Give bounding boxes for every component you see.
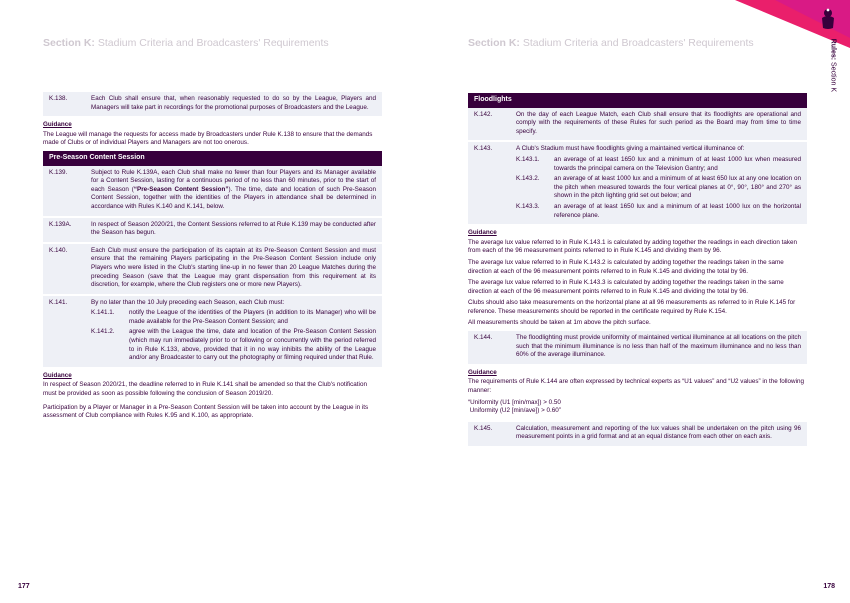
rule-k143-2: K.143.2. an average of at least 1000 lux and a minimum of at least 650 lux at any one location on the pitch when measured towards the four vertical planes at 0°, 90°, 180° and 270° as shown in the pitch lighting grid set out below; and bbox=[516, 175, 801, 200]
guidance-text: In respect of Season 2020/21, the deadline referred to in Rule K.141 shall be amended so that the Club's notification must be provided as soon as possible following the conclusion of Season 2019/20. bbox=[43, 381, 367, 398]
guidance-text: The average lux value referred to in Rule K.143.1 is calculated by adding together the readings in each direction taken from each of the 96 measurement points referred to in Rule K.145 and dividing them by 96. bbox=[468, 238, 798, 255]
premier-league-lion-logo bbox=[818, 8, 838, 30]
guidance-text: The requirements of Rule K.144 are often expressed by technical experts as “U1 values” and “U2 values” in the following manner: bbox=[468, 378, 805, 395]
section-title-floodlights: Floodlights bbox=[468, 93, 807, 108]
rule-k143-3: K.143.3. an average of at least 1650 lux and a minimum of at least 1000 lux on the horizontal reference plane. bbox=[516, 202, 801, 219]
guidance-text: The League will manage the requests for access made by Broadcasters under Rule K.138 to ensure that the demands made of Clubs or of individual Players and Managers are not too onerous. bbox=[43, 130, 373, 147]
right-content bbox=[468, 93, 807, 448]
right-page bbox=[425, 0, 850, 603]
page-number: 177 bbox=[18, 583, 30, 590]
page-header: Section K: Stadium Criteria and Broadcasters' Requirements bbox=[43, 37, 329, 49]
rule-k139a: K.139A. In respect of Season 2020/21, the Content Sessions referred to at Rule K.139 may be conducted after the Season has begun. bbox=[43, 218, 382, 242]
rule-k141-2: K.141.2. agree with the League the time, date and location of the Pre-Season Content Session (which may run immediately prior to or following or concurrently with the period referred to in Rule K.133, above, provided that it in no way inhibits the ability of the League and/or any Broadcaster to carry out the photography or filming required under that Rule. bbox=[91, 328, 376, 362]
page-number: 178 bbox=[823, 583, 835, 590]
rule-k140: K.140. Each Club must ensure the participation of its captain at its Pre-Season Content Session and must ensure that the remaining Players participating in the Pre-Season Content Session include only Players who were listed in the Club's starting line-up in no fewer than 20 League Matches during the preceding Season (save that the League may grant dispensation from this requirement at its discretion, for example, where the Club registers one or more new Players). bbox=[43, 244, 382, 294]
rule-k145: K.145. Calculation, measurement and reporting of the lux values shall be undertaken on the pitch using 96 measurement points in a grid format and at an equal distance from each other on each axis. bbox=[468, 422, 807, 446]
left-content bbox=[43, 92, 382, 424]
corner-accent-inner bbox=[775, 0, 850, 38]
guidance-heading: Guidance bbox=[468, 229, 497, 237]
rule-k141: K.141. By no later than the 10 July preceding each Season, each Club must: K.141.1. notify the League of the identities of the Players (in addition to its Manager) who will be made available for the Pre-Season Content Session; and K.141.2. agree with the League the time, date and location of the Pre-Season Content Session (which may run immediately prior to or following or concurrently with the period referred to in Rule K.133, above, provided that it in no way inhibits the ability of the League and/or any Broadcaster to carry out the photography or filming required under that Rule. bbox=[43, 296, 382, 367]
guidance-text: The average lux value referred to in Rule K.143.3 is calculated by adding together the readings taken in the same direction at each of the 96 measurement points referred to in Rule K.145 and dividing the total by 96. bbox=[468, 279, 784, 295]
guidance-text: The average lux value referred to in Rule K.143.2 is calculated by adding together the readings taken in the same direction at each of the 96 measurement points referred to in Rule K.145 and dividing the total by 96. bbox=[468, 258, 784, 275]
guidance-heading: Guidance bbox=[468, 368, 497, 376]
section-side-tab: Rules: Section K bbox=[829, 38, 836, 92]
rule-k138: K.138. Each Club shall ensure that, when reasonably requested to do so by the League, Players and Managers will take part in recordings for the promotional purposes of Broadcasters and the League. bbox=[43, 92, 382, 116]
uniformity-line-2: Uniformity (U2 [min/ave]) > 0.60” bbox=[468, 407, 561, 415]
rule-k142: K.142. On the day of each League Match, each Club shall ensure that its floodlights are operational and comply with the requirements of these Rules for such period as the Board may from time to time specify. bbox=[468, 108, 807, 141]
section-title-pre-season: Pre-Season Content Session bbox=[43, 151, 382, 166]
rule-k143-1: K.143.1. an average of at least 1650 lux and a minimum of at least 1000 lux when measured towards the principal camera on the Television Gantry; and bbox=[516, 155, 801, 172]
guidance-text: All measurements should be taken at 1m above the pitch surface. bbox=[468, 319, 651, 327]
guidance-text: Clubs should also take measurements on the horizontal plane at all 96 measurements as referred to in Rule K.145 for reference. These measurements should be reported in the certificate required by Rule K.154. bbox=[468, 299, 796, 315]
rule-k141-1: K.141.1. notify the League of the identities of the Players (in addition to its Manager) who will be made available for the Pre-Season Content Session; and bbox=[91, 309, 376, 325]
page-header: Section K: Stadium Criteria and Broadcasters' Requirements bbox=[468, 37, 754, 49]
uniformity-line-1: “Uniformity (U1 [min/max]) > 0.50 bbox=[468, 398, 561, 406]
rule-k144: K.144. The floodlighting must provide uniformity of maintained vertical illuminance at all locations on the pitch such that the minimum illuminance is no less than half of the maximum illuminance and no less than 60% of the average illuminance. bbox=[468, 331, 807, 364]
rule-k139: K.139. Subject to Rule K.139A, each Club shall make no fewer than four Players and its Manager available for a Content Session, lasting for a continuous period of no less than 60 minutes, prior to the start of each Season (“Pre-Season Content Session”). The time, date and location of such Pre-Season Content Session, together with the identities of the Players in attendance shall be determined in accordance with Rules K.140 and K.141, below. bbox=[43, 166, 382, 216]
guidance-heading: Guidance bbox=[43, 371, 72, 379]
guidance-heading: Guidance bbox=[43, 121, 72, 129]
guidance-text: Participation by a Player or Manager in a Pre-Season Content Session will be taken into account by the League in its assessment of Club compliance with Rules K.95 and K.100, as appropriate. bbox=[43, 403, 369, 420]
rule-k143: K.143. A Club's Stadium must have floodlights giving a maintained vertical illuminance of: K.143.1. an average of at least 1650 lux and a minimum of at least 1000 lux when measured towards the principal camera on the Television Gantry; and K.143.2. an average of at least 1000 lux and a minimum of at least 650 lux at any one location on the pitch when measured towards the four vertical planes at 0°, 90°, 180° and 270° as shown in the pitch lighting grid set out below; and K.143.3. an average of at least 1650 lux and a minimum of at least 1000 lux on the horizontal reference plane. bbox=[468, 142, 807, 224]
